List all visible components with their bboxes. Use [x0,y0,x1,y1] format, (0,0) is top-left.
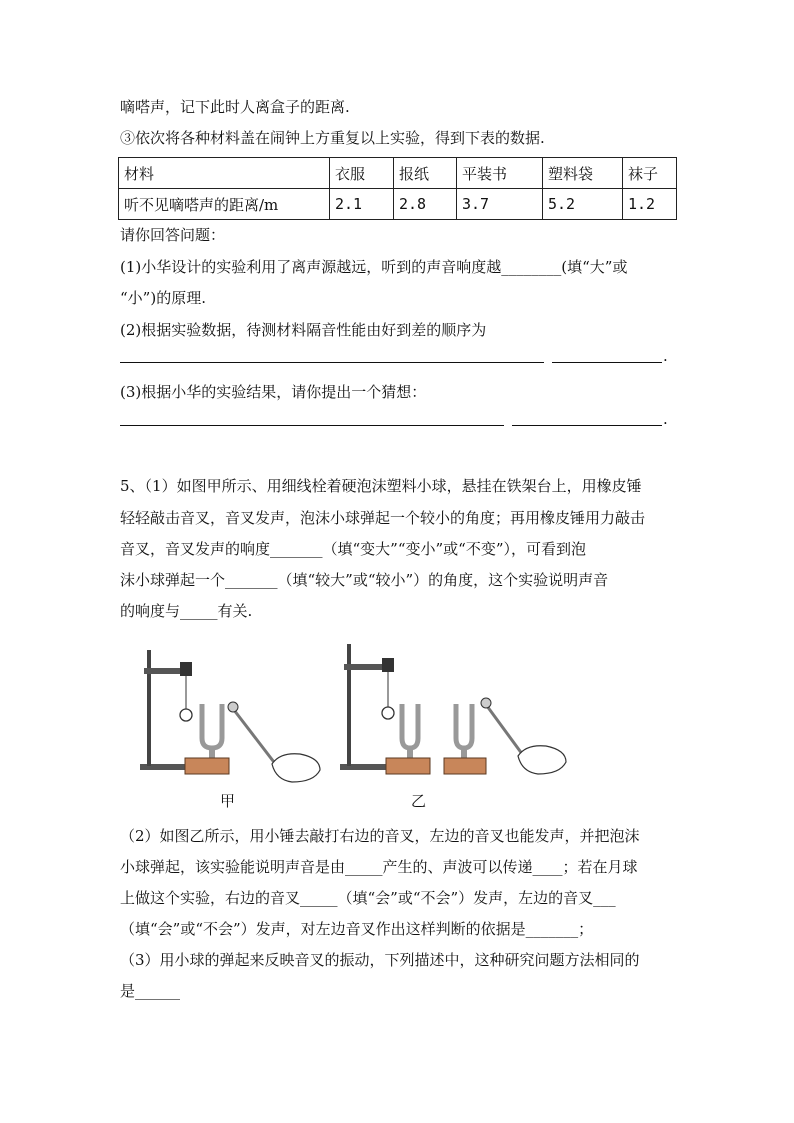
figure-b [340,644,566,774]
question-1-line-2: “小”)的原理. [120,289,206,307]
text-line: ③依次将各种材料盖在闹钟上方重复以上实验，得到下表的数据. [120,129,545,147]
rubber-mallet [234,710,280,770]
stand-arm [144,668,184,674]
hand [272,754,320,782]
table-cell: 听不见嘀嗒声的距离/m [119,189,330,220]
answer-blank[interactable] [552,362,662,363]
experiment-illustration [130,640,590,810]
question-2: (2)根据实验数据，待测材料隔音性能由好到差的顺序为 [120,321,487,339]
period-mark: . [663,410,668,428]
problem-5-line: 5、（1）如图甲所示、用细线栓着硬泡沫塑料小球，悬挂在铁架台上，用橡皮锤 [120,477,642,495]
tuning-fork-figures [130,640,590,810]
answer-blank[interactable] [120,425,504,426]
foam-ball [382,707,394,719]
table-cell: 塑料袋 [543,158,623,189]
table-cell: 衣服 [330,158,394,189]
table-cell: 1.2 [623,189,677,220]
stand-rod [347,644,351,766]
answer-blank[interactable] [120,362,544,363]
period-mark: . [663,347,668,365]
figure-a [140,650,320,782]
foam-ball [180,709,192,721]
left-tuning-fork [402,704,418,748]
fork-stem [461,747,467,759]
table-row [119,158,677,189]
fork-stem [407,747,413,759]
problem-5-line: 音叉，音叉发声的响度_______（填“变大”“变小”或“不变”），可看到泡 [120,540,587,558]
tuning-fork [202,704,222,748]
problem-5-line: 沫小球弹起一个_______（填“较大”或“较小”）的角度，这个实验说明声音 [120,571,609,589]
resonance-box [185,758,229,774]
table-cell: 平装书 [457,158,543,189]
problem-5-part-2: （2）如图乙所示，用小锤去敲打右边的音叉，左边的音叉也能发声，并把泡沫 [120,827,640,845]
figure-caption-a: 甲 [220,792,236,810]
figure-caption-b: 乙 [411,792,427,810]
problem-5-line: 轻轻敲击音叉，音叉发声，泡沫小球弹起一个较小的角度；再用橡皮锤用力敲击 [120,509,646,527]
mallet-head [228,702,238,712]
table-row [119,189,677,220]
table-cell: 2.8 [394,189,457,220]
text-line: 请你回答问题： [120,226,226,244]
question-1-line-1: (1)小华设计的实验利用了离声源越远，听到的声音响度越________(填“大”或 [120,258,628,276]
stand-rod [147,650,151,766]
mallet-head [481,698,491,708]
hand [518,746,566,774]
problem-5-part-2: （填“会”或“不会”）发声，对左边音叉作出这样判断的依据是_______； [120,920,594,938]
problem-5-part-3: （3）用小球的弹起来反映音叉的振动，下列描述中，这种研究问题方法相同的 [120,951,640,969]
problem-5-part-3: 是______ [120,982,181,1000]
problem-5-part-2: 上做这个实验，右边的音叉_____（填“会”或“不会”）发声，左边的音叉___ [120,889,616,907]
table-cell: 5.2 [543,189,623,220]
stand-arm [344,664,386,670]
problem-5-line: 的响度与_____有关. [120,602,253,620]
materials-table [118,157,677,220]
table-cell: 3.7 [457,189,543,220]
text-line: 嘀嗒声，记下此时人离盒子的距离. [120,98,350,116]
question-3: (3)根据小华的实验结果，请你提出一个猜想： [120,383,427,401]
clamp [382,658,394,672]
table-cell: 报纸 [394,158,457,189]
resonance-box [444,758,486,774]
problem-5-part-2: 小球弹起，该实验能说明声音是由_____产生的、声波可以传递____；若在月球 [120,858,638,876]
answer-blank[interactable] [512,425,662,426]
resonance-box [386,758,430,774]
table-cell: 材料 [119,158,330,189]
clamp [180,662,192,676]
table-cell: 2.1 [330,189,394,220]
fork-stem [209,747,215,759]
right-tuning-fork [456,704,472,748]
table-cell: 袜子 [623,158,677,189]
